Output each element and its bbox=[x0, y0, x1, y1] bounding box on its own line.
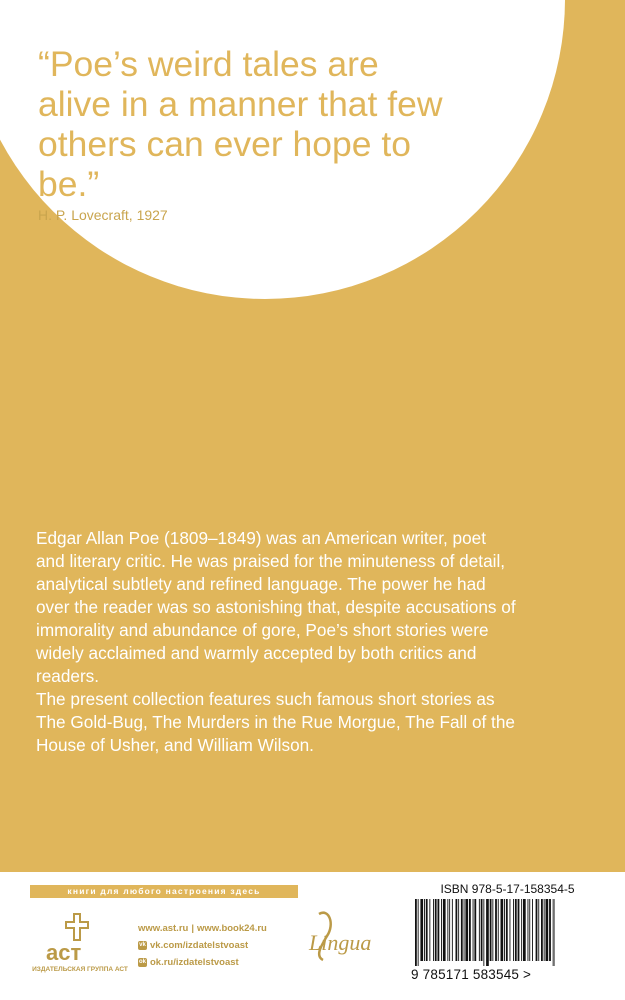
barcode-bar bbox=[528, 899, 529, 961]
barcode-bar bbox=[481, 899, 483, 961]
barcode-bar bbox=[474, 899, 476, 961]
publisher-links bbox=[138, 920, 267, 971]
barcode-bar bbox=[513, 899, 514, 961]
ok-link[interactable]: ok.ru/izdatelstvoast bbox=[150, 957, 239, 968]
ok-icon: ok bbox=[138, 958, 146, 965]
ok-row bbox=[138, 954, 267, 971]
barcode-bar bbox=[486, 899, 489, 966]
barcode-bar bbox=[515, 899, 517, 961]
isbn-barcode bbox=[405, 882, 610, 987]
barcode-bar bbox=[424, 899, 425, 961]
barcode-digits: 9 785171 583545 > bbox=[411, 967, 532, 982]
websites-row bbox=[138, 920, 267, 937]
ast-logo-icon bbox=[44, 910, 98, 964]
barcode-bar bbox=[549, 899, 551, 961]
barcode-bar bbox=[452, 899, 453, 961]
barcode-bar bbox=[461, 899, 463, 961]
lovecraft-quote: “Poe’s weird tales are alive in a manner that few others can ever hope to be.” bbox=[38, 44, 443, 204]
website-separator: | bbox=[191, 923, 194, 934]
barcode-bar bbox=[553, 899, 554, 966]
barcode-bar bbox=[415, 899, 417, 966]
barcode-bar bbox=[435, 899, 437, 961]
barcode-bar bbox=[420, 899, 423, 961]
lingua-logo-text: Lingua bbox=[309, 930, 372, 955]
publisher-group-name: ИЗДАТЕЛЬСКАЯ ГРУППА АСТ bbox=[32, 966, 128, 973]
barcode-bars bbox=[415, 899, 555, 966]
barcode-bar bbox=[469, 899, 471, 961]
vk-link[interactable]: vk.com/izdatelstvoast bbox=[150, 940, 249, 951]
barcode-bar bbox=[443, 899, 446, 961]
description-paragraph-2: The present collection features such famous short stories as The Gold-Bug, The Murders in the Rue Morgue, The Fall of the House of Usher, and William Wilson. bbox=[36, 689, 515, 755]
barcode-bar bbox=[479, 899, 480, 961]
barcode-bar bbox=[441, 899, 442, 961]
publisher-tagline: книги для любого настроения здесь bbox=[30, 885, 298, 898]
book-description bbox=[36, 527, 516, 757]
barcode-bar bbox=[438, 899, 440, 961]
lingua-logo-icon bbox=[305, 906, 385, 966]
barcode-bar bbox=[458, 899, 459, 961]
barcode-bar bbox=[504, 899, 505, 961]
barcode-bar bbox=[523, 899, 526, 961]
ast-website-link[interactable]: www.ast.ru bbox=[138, 923, 189, 934]
barcode-bar bbox=[541, 899, 543, 961]
barcode-bar bbox=[449, 899, 450, 961]
vk-row bbox=[138, 937, 267, 954]
barcode-bar bbox=[532, 899, 533, 961]
barcode-bar bbox=[418, 899, 419, 966]
barcode-bar bbox=[510, 899, 511, 961]
barcode-bar bbox=[555, 899, 556, 966]
barcode-bar bbox=[490, 899, 492, 961]
barcode-bar bbox=[538, 899, 539, 961]
barcode-bar bbox=[536, 899, 538, 961]
quote-attribution: H. P. Lovecraft, 1927 bbox=[38, 207, 168, 223]
book24-website-link[interactable]: www.book24.ru bbox=[197, 923, 267, 934]
barcode-bar bbox=[464, 899, 465, 961]
barcode-bar bbox=[506, 899, 508, 961]
ast-logo-text: аст bbox=[46, 940, 82, 964]
barcode-bar bbox=[473, 899, 474, 961]
barcode-bar bbox=[492, 899, 493, 961]
barcode-bar bbox=[529, 899, 530, 961]
barcode-bar bbox=[521, 899, 522, 961]
barcode-bar bbox=[518, 899, 520, 961]
barcode-bar bbox=[447, 899, 448, 961]
footer bbox=[0, 872, 625, 1000]
barcode-bar bbox=[456, 899, 458, 961]
barcode-bar bbox=[429, 899, 430, 961]
barcode-bar bbox=[433, 899, 434, 961]
barcode-bar bbox=[544, 899, 545, 961]
barcode-bar bbox=[501, 899, 504, 961]
description-paragraph-1: Edgar Allan Poe (1809–1849) was an American writer, poet and literary critic. He was praised for the minuteness of detail, analytical subtlety and refined language. The power he had over the reader was so astonishing that, despite accusations of immorality and abundance of gore, Poe’s short stories were widely acclaimed and warmly accepted by both critics and readers. bbox=[36, 528, 516, 686]
barcode-bar bbox=[546, 899, 549, 961]
barcode-bar bbox=[465, 899, 468, 961]
barcode-bar bbox=[495, 899, 497, 961]
barcode-bar bbox=[498, 899, 499, 961]
barcode-bar bbox=[483, 899, 484, 966]
vk-icon: vk bbox=[139, 941, 146, 948]
barcode-bar bbox=[426, 899, 428, 961]
isbn-number: ISBN 978-5-17-158354-5 bbox=[440, 882, 575, 896]
